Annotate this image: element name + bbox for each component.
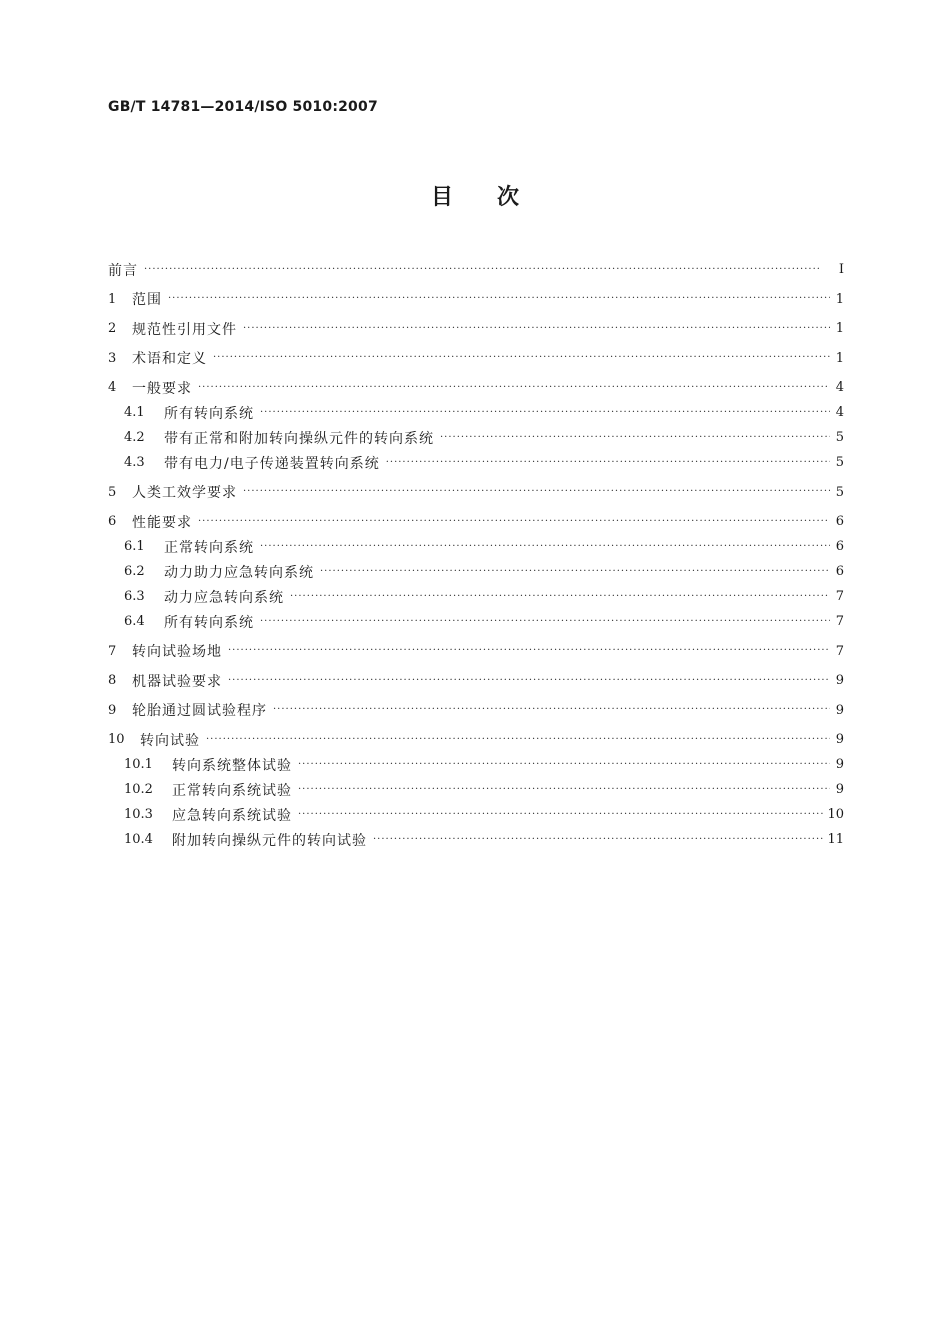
toc-entry-page: 9 [835,732,844,747]
toc-entry[interactable] [108,450,844,475]
toc-leader-dots [243,322,830,336]
toc-entry-number: 10 [108,732,125,747]
toc-entry-title: 动力助力应急转向系统 [164,564,314,581]
toc-entry-page: 6 [835,514,844,529]
toc-leader-dots [260,615,830,629]
toc-leader-dots [260,406,830,420]
toc-entry-title: 带有正常和附加转向操纵元件的转向系统 [164,430,434,447]
toc-entry-number: 4.2 [124,430,145,445]
toc-entry[interactable] [108,425,844,450]
toc-entry-page: 9 [835,757,844,772]
toc-entry-number: 6 [108,514,117,529]
toc-entry-title: 范围 [132,292,162,308]
toc-entry[interactable] [108,668,844,693]
toc-entry[interactable] [108,698,844,723]
toc-entry-page: 7 [835,614,844,629]
toc-leader-dots [144,263,830,277]
toc-entry-page: 1 [835,291,844,307]
toc-leader-dots [168,292,830,306]
toc-leader-dots [320,565,830,579]
standard-code: GB/T 14781—2014/ISO 5010:2007 [108,99,378,115]
toc-entry-page: 5 [835,455,844,470]
toc-entry-title: 人类工效学要求 [132,485,237,501]
toc-entry-number: 6.1 [124,539,145,554]
toc-leader-dots [228,674,830,688]
toc-entry-page: 7 [835,643,844,659]
toc-entry[interactable] [108,802,844,827]
toc-entry-page: 1 [835,350,844,366]
toc-entry[interactable] [108,316,844,341]
toc-entry[interactable] [108,375,844,400]
toc-entry-title: 带有电力/电子传递装置转向系统 [164,455,380,472]
toc-entry-title: 术语和定义 [132,351,207,367]
toc-leader-dots [298,758,830,772]
toc-entry[interactable] [108,827,844,852]
toc-entry-title: 转向试验 [140,732,200,749]
toc-entry[interactable] [108,400,844,425]
toc-entry-title: 所有转向系统 [164,405,254,422]
toc-entry-number: 5 [108,484,117,500]
toc-entry-number: 3 [108,350,117,366]
toc-leader-dots [260,540,830,554]
toc-entry-number: 6.2 [124,564,145,579]
toc-leader-dots [213,351,830,365]
toc-entry-number: 1 [108,291,117,307]
page-title: 目次 [430,185,563,210]
toc-leader-dots [198,515,830,529]
toc-entry-page: 7 [835,589,844,604]
toc-entry-number: 9 [108,702,117,718]
toc-entry-title: 应急转向系统试验 [172,807,292,824]
toc-entry[interactable] [108,346,844,371]
toc-entry-title: 附加转向操纵元件的转向试验 [172,832,367,849]
toc-entry-title: 性能要求 [132,514,192,531]
toc-leader-dots [386,456,830,470]
toc-entry-number: 6.4 [124,614,145,629]
toc-entry[interactable] [108,752,844,777]
toc-entry-number: 4.3 [124,455,145,470]
toc-entry-page: 9 [835,673,844,688]
toc-entry[interactable] [108,534,844,559]
toc-leader-dots [298,808,823,822]
toc-entry[interactable] [108,584,844,609]
toc-entry-title: 轮胎通过圆试验程序 [132,703,267,719]
toc-leader-dots [298,783,830,797]
toc-entry-title: 转向试验场地 [132,644,222,660]
toc-entry-title: 机器试验要求 [132,673,222,690]
table-of-contents [108,257,844,852]
toc-entry-number: 10.2 [124,782,153,797]
toc-entry[interactable] [108,727,844,752]
toc-entry-title: 规范性引用文件 [132,321,237,338]
toc-entry-page: 6 [835,539,844,554]
toc-entry-page: 1 [835,321,844,336]
toc-entry-number: 10.3 [124,807,153,822]
toc-entry-title: 转向系统整体试验 [172,757,292,774]
toc-entry-title: 正常转向系统试验 [172,782,292,799]
toc-entry[interactable] [108,609,844,634]
toc-entry-number: 6.3 [124,589,145,604]
toc-entry[interactable] [108,480,844,505]
toc-leader-dots [440,431,830,445]
toc-entry[interactable] [108,287,844,312]
toc-entry-page: 6 [835,564,844,579]
toc-leader-dots [273,703,830,717]
toc-entry-title: 动力应急转向系统 [164,589,284,606]
toc-entry-page: 4 [835,405,844,420]
toc-entry-title: 前言 [108,262,138,279]
toc-entry-title: 正常转向系统 [164,539,254,556]
toc-entry-page: 4 [835,380,844,395]
toc-entry[interactable] [108,777,844,802]
toc-leader-dots [228,644,830,658]
toc-entry-number: 2 [108,321,117,336]
toc-entry-number: 8 [108,673,117,688]
toc-entry-title: 所有转向系统 [164,614,254,631]
toc-entry-number: 10.1 [124,757,153,772]
toc-entry-number: 4 [108,380,117,395]
toc-leader-dots [206,733,830,747]
toc-entry-page: 11 [827,832,844,847]
toc-leader-dots [373,833,823,847]
toc-entry-title: 一般要求 [132,380,192,397]
toc-entry-page: 9 [835,782,844,797]
toc-entry-page: Ⅰ [838,262,844,277]
toc-entry[interactable] [108,509,844,534]
toc-entry-number: 7 [108,643,117,659]
toc-entry-page: 5 [835,430,844,445]
toc-entry-page: 10 [827,807,844,822]
toc-entry-number: 4.1 [124,405,145,420]
toc-leader-dots [243,485,830,499]
toc-entry-number: 10.4 [124,832,153,847]
toc-entry[interactable] [108,257,844,282]
toc-entry-page: 5 [835,484,844,500]
toc-entry[interactable] [108,559,844,584]
toc-leader-dots [198,381,830,395]
toc-entry-page: 9 [835,702,844,718]
toc-entry[interactable] [108,639,844,664]
toc-leader-dots [290,590,830,604]
